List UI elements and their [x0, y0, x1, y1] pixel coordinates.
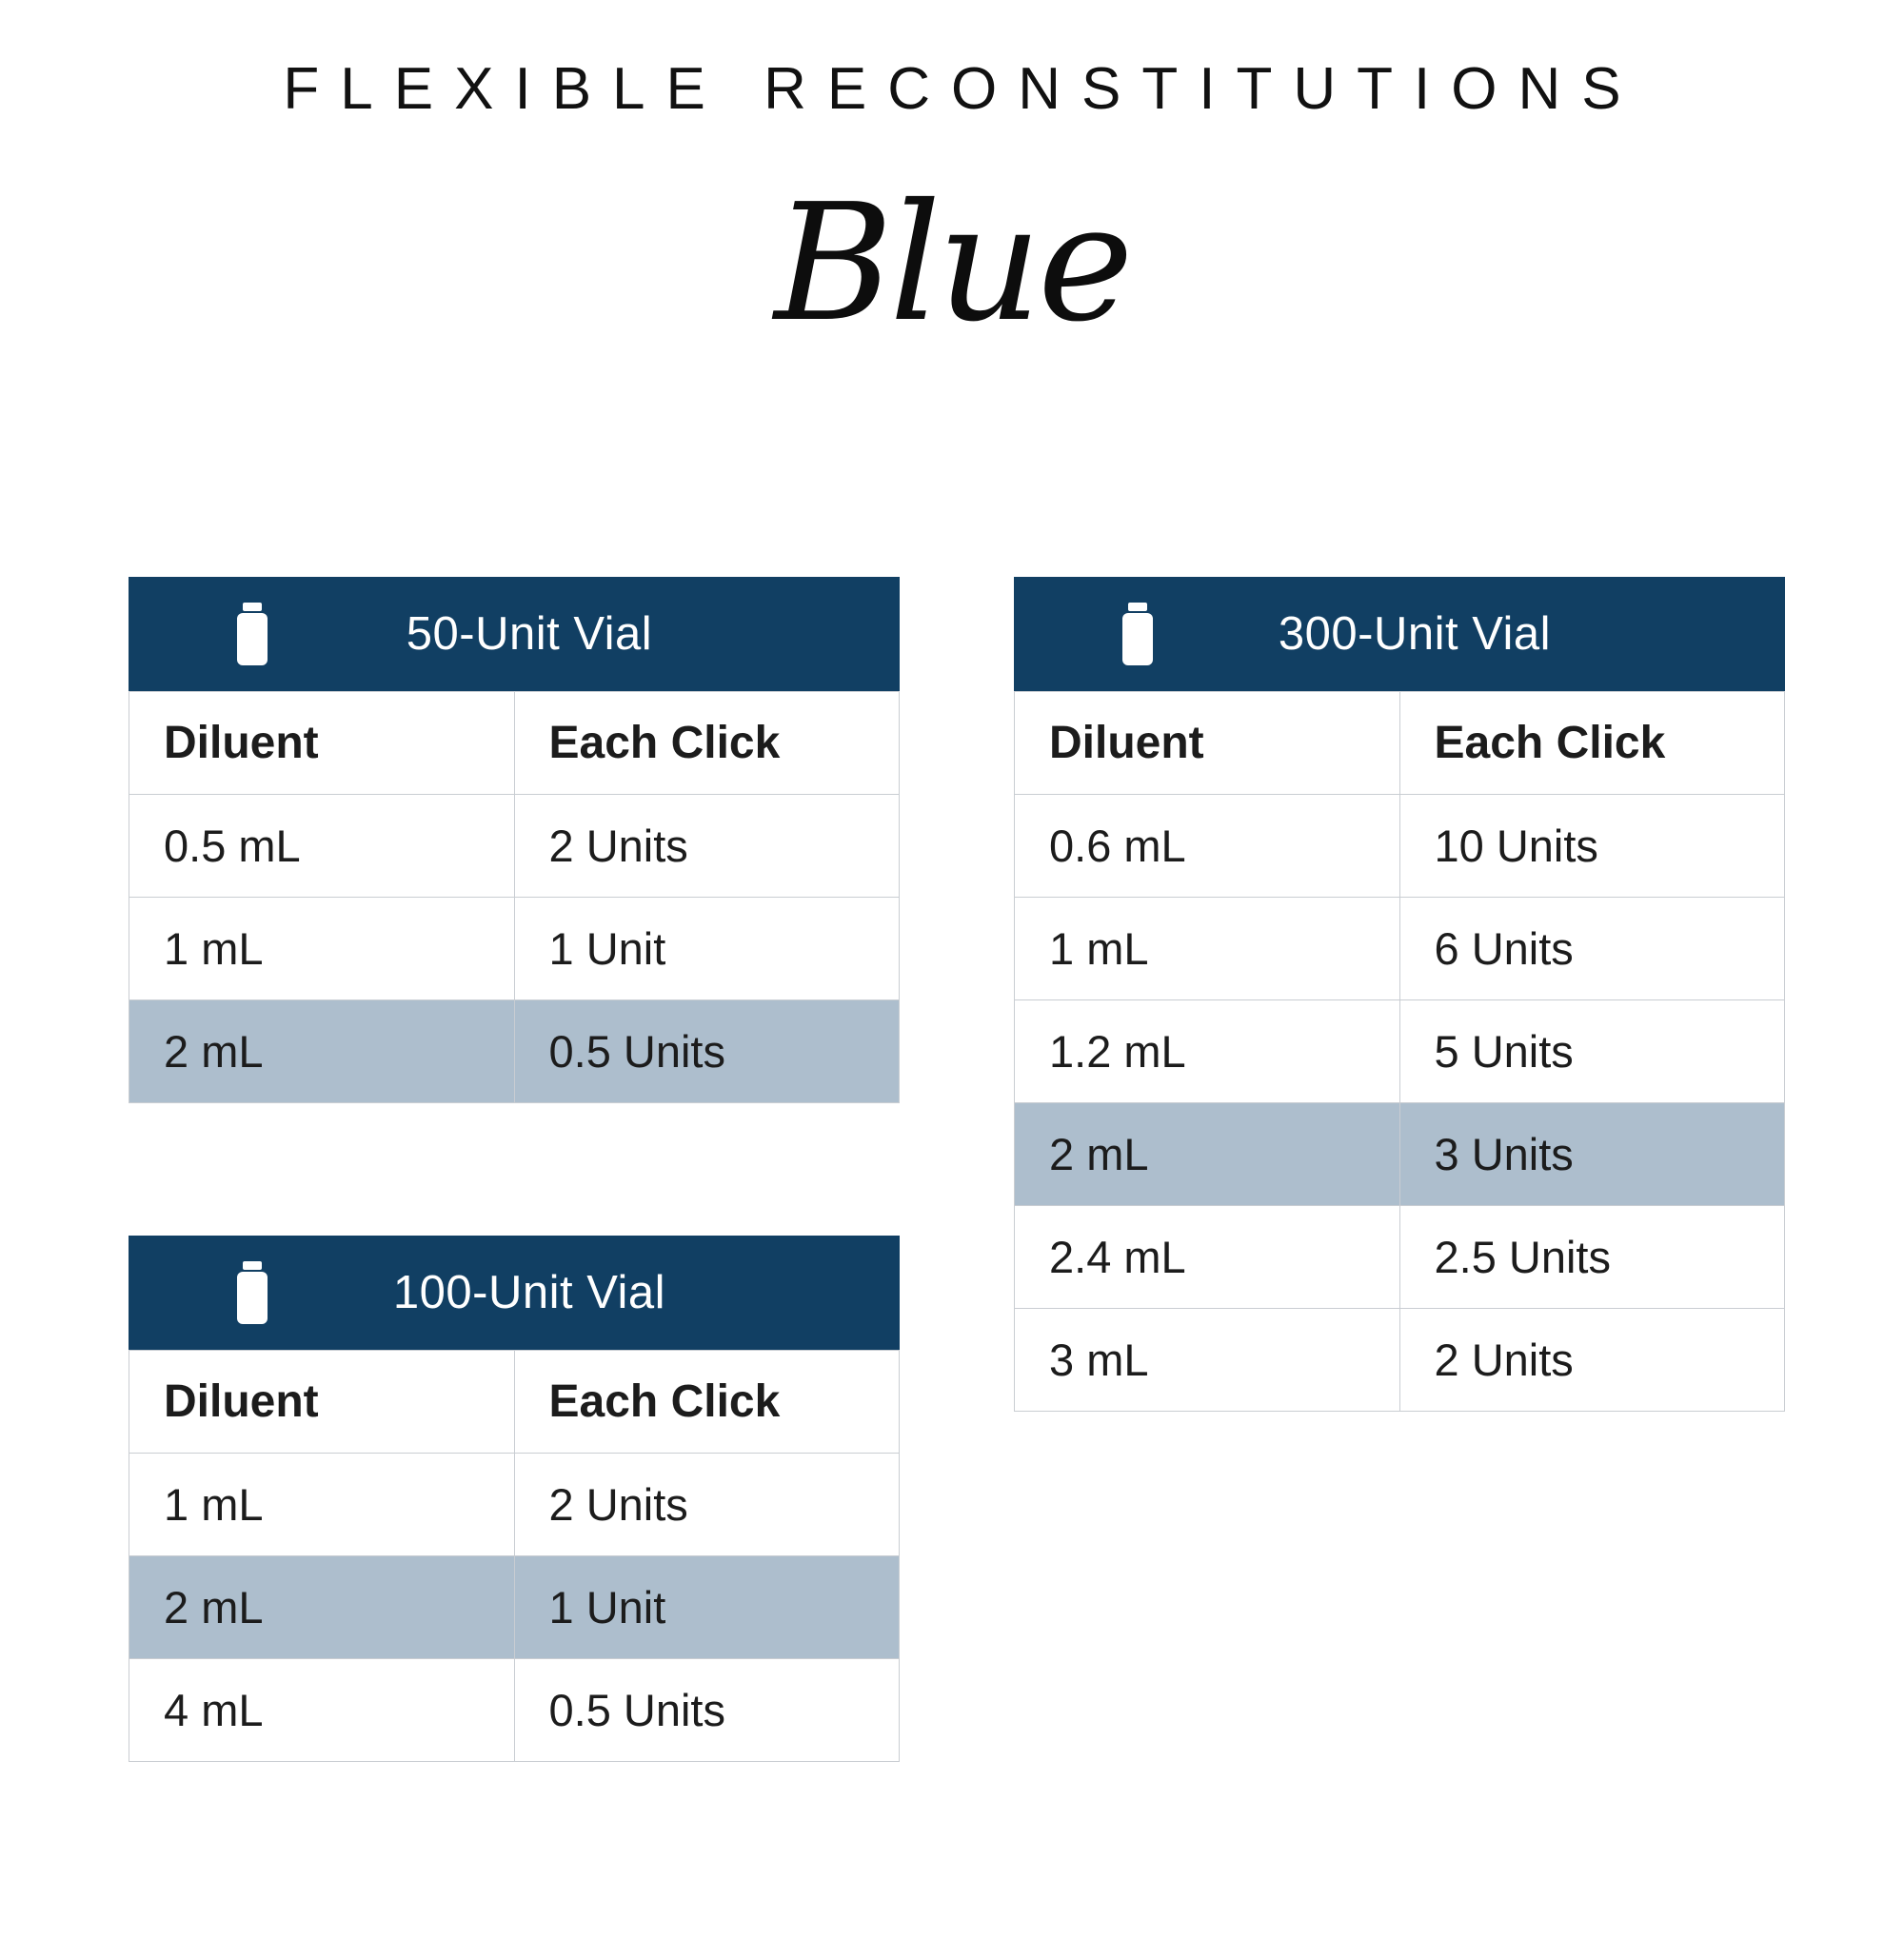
cell-diluent: 3 mL [1015, 1309, 1400, 1412]
vial-card-100 [129, 1236, 900, 1762]
table-row [1015, 1000, 1785, 1103]
table-row [1015, 1309, 1785, 1412]
cell-diluent: 2 mL [129, 1556, 515, 1659]
column-header-each-click: Each Click [514, 692, 900, 795]
cell-diluent: 4 mL [129, 1659, 515, 1762]
table-header-row [129, 692, 900, 795]
vial-icon [231, 603, 273, 665]
cell-diluent: 1 mL [129, 898, 515, 1000]
column-header-diluent: Diluent [129, 692, 515, 795]
cell-diluent: 2 mL [129, 1000, 515, 1103]
column-header-each-click: Each Click [514, 1351, 900, 1454]
table-row [129, 795, 900, 898]
cell-diluent: 2 mL [1015, 1103, 1400, 1206]
vial-table-100 [129, 1350, 900, 1762]
vial-card-300 [1014, 577, 1785, 1412]
column-header-diluent: Diluent [1015, 692, 1400, 795]
vial-icon [231, 1261, 273, 1324]
cell-each-click: 0.5 Units [514, 1659, 900, 1762]
cell-each-click: 10 Units [1399, 795, 1785, 898]
cell-diluent: 0.5 mL [129, 795, 515, 898]
cell-each-click: 6 Units [1399, 898, 1785, 1000]
table-row [1015, 1206, 1785, 1309]
cell-each-click: 5 Units [1399, 1000, 1785, 1103]
cell-each-click: 2.5 Units [1399, 1206, 1785, 1309]
card-title-100: 100-Unit Vial [392, 1267, 666, 1318]
table-row [129, 898, 900, 1000]
page-root [0, 55, 1904, 1959]
card-title-50: 50-Unit Vial [406, 608, 653, 660]
table-row-highlighted [1015, 1103, 1785, 1206]
card-title-300: 300-Unit Vial [1278, 608, 1552, 660]
vial-icon [1117, 603, 1159, 665]
cell-each-click: 1 Unit [514, 898, 900, 1000]
table-row [129, 1659, 900, 1762]
brand-script-title: Blue [774, 169, 1130, 358]
cell-each-click: 3 Units [1399, 1103, 1785, 1206]
page-title: FLEXIBLE RECONSTITUTIONS [283, 56, 1642, 122]
column-header-each-click: Each Click [1399, 692, 1785, 795]
table-row [1015, 795, 1785, 898]
vial-card-50 [129, 577, 900, 1103]
card-header-300 [1014, 577, 1785, 691]
table-header-row [1015, 692, 1785, 795]
cell-diluent: 1 mL [129, 1454, 515, 1556]
card-header-100 [129, 1236, 900, 1350]
table-row-highlighted [129, 1556, 900, 1659]
vial-table-50 [129, 691, 900, 1103]
cell-each-click: 1 Unit [514, 1556, 900, 1659]
cell-each-click: 2 Units [514, 795, 900, 898]
table-row [1015, 898, 1785, 1000]
cell-diluent: 2.4 mL [1015, 1206, 1400, 1309]
table-row [129, 1454, 900, 1556]
cell-each-click: 2 Units [1399, 1309, 1785, 1412]
cell-each-click: 0.5 Units [514, 1000, 900, 1103]
cell-diluent: 0.6 mL [1015, 795, 1400, 898]
tables-area [0, 569, 1904, 1826]
cell-diluent: 1.2 mL [1015, 1000, 1400, 1103]
vial-table-300 [1014, 691, 1785, 1412]
cell-diluent: 1 mL [1015, 898, 1400, 1000]
column-header-diluent: Diluent [129, 1351, 515, 1454]
table-row-highlighted [129, 1000, 900, 1103]
table-header-row [129, 1351, 900, 1454]
cell-each-click: 2 Units [514, 1454, 900, 1556]
card-header-50 [129, 577, 900, 691]
